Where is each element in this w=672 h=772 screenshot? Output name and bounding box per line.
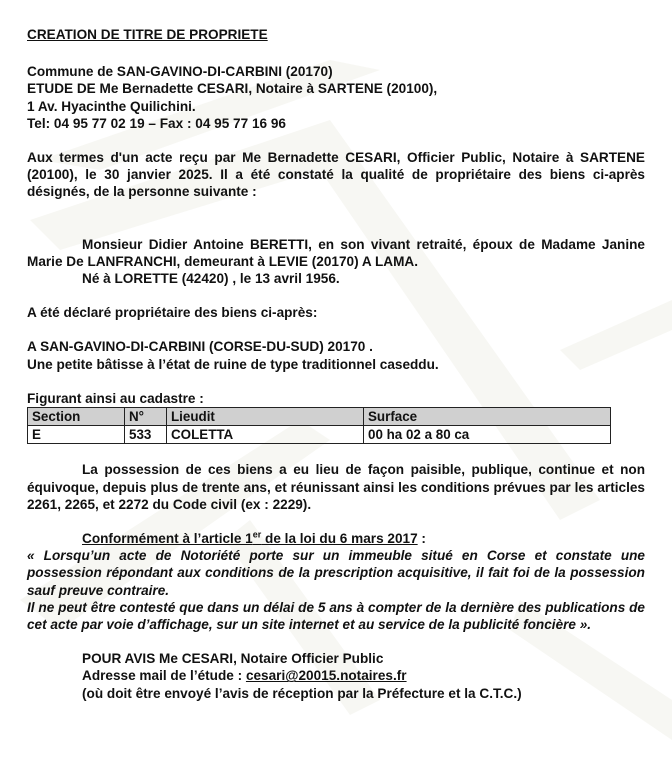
intro-paragraph: Aux termes d'un acte reçu par Me Bernadette CESARI, Officier Public, Notaire à SARTENE (20100), le 30 janvier 2025. Il a été constaté la qualité de propriétaire des biens ci-après désignés, de la personne suivante : (27, 150, 645, 200)
legal-notice-document (27, 26, 645, 702)
email-link[interactable]: cesari@20015.notaires.fr (245, 668, 407, 684)
person-block (27, 236, 645, 288)
law-heading-pre: Conformément à l’article 1 (82, 531, 253, 547)
cadastre-header-row (28, 408, 611, 426)
col-header-surface: Surface (364, 408, 611, 426)
closing-block (27, 650, 645, 702)
law-heading-underlined (82, 531, 418, 546)
header-commune: Commune de SAN-GAVINO-DI-CARBINI (20170) (27, 64, 333, 80)
col-header-lieudit: Lieudit (167, 408, 364, 426)
header-phone: Tel: 04 95 77 02 19 – Fax : 04 95 77 16 96 (27, 115, 286, 131)
cadastre-block (27, 390, 645, 445)
person-identity: Monsieur Didier Antoine BERETTI, en son vivant retraité, époux de Madame Janine Marie De LANFRANCHI, demeurant à LEVIE (20170) A LAMA. (27, 236, 645, 269)
law-block (27, 530, 645, 633)
declared-line: A été déclaré propriétaire des biens ci-après: (27, 305, 318, 321)
cadastre-table (27, 407, 611, 444)
cell-section: E (28, 426, 125, 444)
header-study: ETUDE DE Me Bernadette CESARI, Notaire à SARTENE (20100), (27, 81, 438, 97)
cell-lieudit: COLETTA (167, 426, 364, 444)
possession-paragraph: La possession de ces biens a eu lieu de façon paisible, publique, continue et non équivoque, depuis plus de trente ans, et réunissant ainsi les conditions prévues par les articles 2261, 2265, et 2272 du Code civil (ex : 2229). (27, 462, 645, 512)
closing-email-line (82, 667, 645, 684)
law-heading-colon: : (417, 531, 426, 547)
closing-email-label: Adresse mail de l’étude : (82, 668, 246, 684)
location-description: Une petite bâtisse à l’état de ruine de type traditionnel caseddu. (27, 356, 439, 372)
cadastre-caption: Figurant ainsi au cadastre : (27, 390, 204, 406)
col-header-number: N° (125, 408, 167, 426)
law-paragraph-2: Il ne peut être contesté que dans un délai de 5 ans à compter de la dernière des publications de cet acte par voie d’affichage, sur un site internet et au service de la publicité foncière ». (27, 599, 645, 633)
law-heading-sup: er (252, 529, 262, 540)
person-birth: Né à LORETTE (42420) , le 13 avril 1956. (82, 271, 340, 287)
location-commune: A SAN-GAVINO-DI-CARBINI (CORSE-DU-SUD) 20170 . (27, 339, 373, 355)
notary-header (27, 63, 645, 132)
cell-number: 533 (125, 426, 167, 444)
header-address: 1 Av. Hyacinthe Quilichini. (27, 98, 196, 114)
law-heading-post: de la loi du 6 mars 2017 (261, 531, 418, 547)
location-block (27, 338, 645, 372)
cell-surface: 00 ha 02 a 80 ca (364, 426, 611, 444)
closing-note: (où doit être envoyé l’avis de réception par la Préfecture et la C.T.C.) (82, 685, 522, 701)
law-paragraph-1: « Lorsqu’un acte de Notoriété porte sur un immeuble situé en Corse et constate une possession répondant aux conditions de la prescription acquisitive, il fait foi de la possession sauf preuve contraire. (27, 548, 645, 598)
col-header-section: Section (28, 408, 125, 426)
closing-notice: POUR AVIS Me CESARI, Notaire Officier Public (82, 651, 384, 667)
document-title: CREATION DE TITRE DE PROPRIETE (27, 27, 268, 42)
law-heading (27, 530, 645, 547)
table-row (28, 426, 611, 444)
